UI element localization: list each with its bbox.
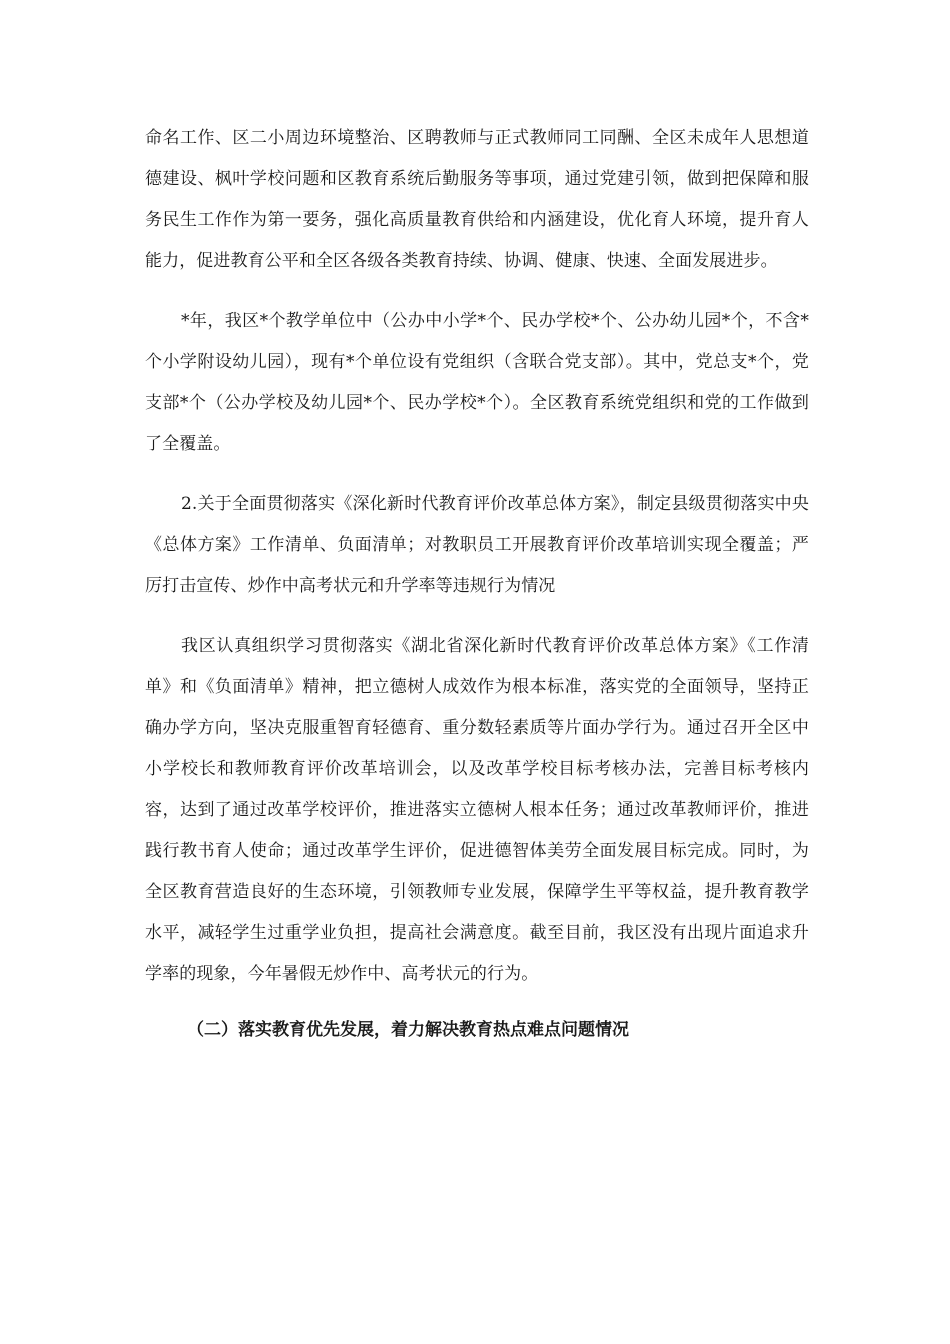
paragraph-item-2-title: 2.关于全面贯彻落实《深化新时代教育评价改革总体方案》，制定县级贯彻落实中央《总体方案》工作清单、负面清单；对教职员工开展教育评价改革培训实现全覆盖；严厉打击宣传、炒作中高考状元和升学率等违规行为情况 — [145, 494, 809, 596]
paragraph-party-organizations: *年，我区*个教学单位中（公办中小学*个、民办学校*个、公办幼儿园*个，不含*个小学附设幼儿园），现有*个单位设有党组织（含联合党支部）。其中，党总支*个，党支部*个（公办学校及幼儿园*个、民办学校*个）。全区教育系统党组织和党的工作做到了全覆盖。 — [145, 311, 809, 454]
document-body — [145, 118, 809, 1051]
paragraph-evaluation-reform: 我区认真组织学习贯彻落实《湖北省深化新时代教育评价改革总体方案》《工作清单》和《负面清单》精神，把立德树人成效作为根本标准，落实党的全面领导，坚持正确办学方向，坚决克服重智育轻德育、重分数轻素质等片面办学行为。通过召开全区中小学校长和教师教育评价改革培训会，以及改革学校目标考核办法，完善目标考核内容，达到了通过改革学校评价，推进落实立德树人根本任务；通过改革教师评价，推进践行教书育人使命；通过改革学生评价，促进德智体美劳全面发展目标完成。同时，为全区教育营造良好的生态环境，引领教师专业发展，保障学生平等权益，提升教育教学水平，减轻学生过重学业负担，提高社会满意度。截至目前，我区没有出现片面追求升学率的现象，今年暑假无炒作中、高考状元的行为。 — [145, 636, 809, 984]
section-heading: （二）落实教育优先发展，着力解决教育热点难点问题情况 — [187, 1020, 629, 1040]
paragraph-continuation: 命名工作、区二小周边环境整治、区聘教师与正式教师同工同酬、全区未成年人思想道德建设、枫叶学校问题和区教育系统后勤服务等事项，通过党建引领，做到把保障和服务民生工作作为第一要务，强化高质量教育供给和内涵建设，优化育人环境，提升育人能力，促进教育公平和全区各级各类教育持续、协调、健康、快速、全面发展进步。 — [145, 128, 809, 271]
